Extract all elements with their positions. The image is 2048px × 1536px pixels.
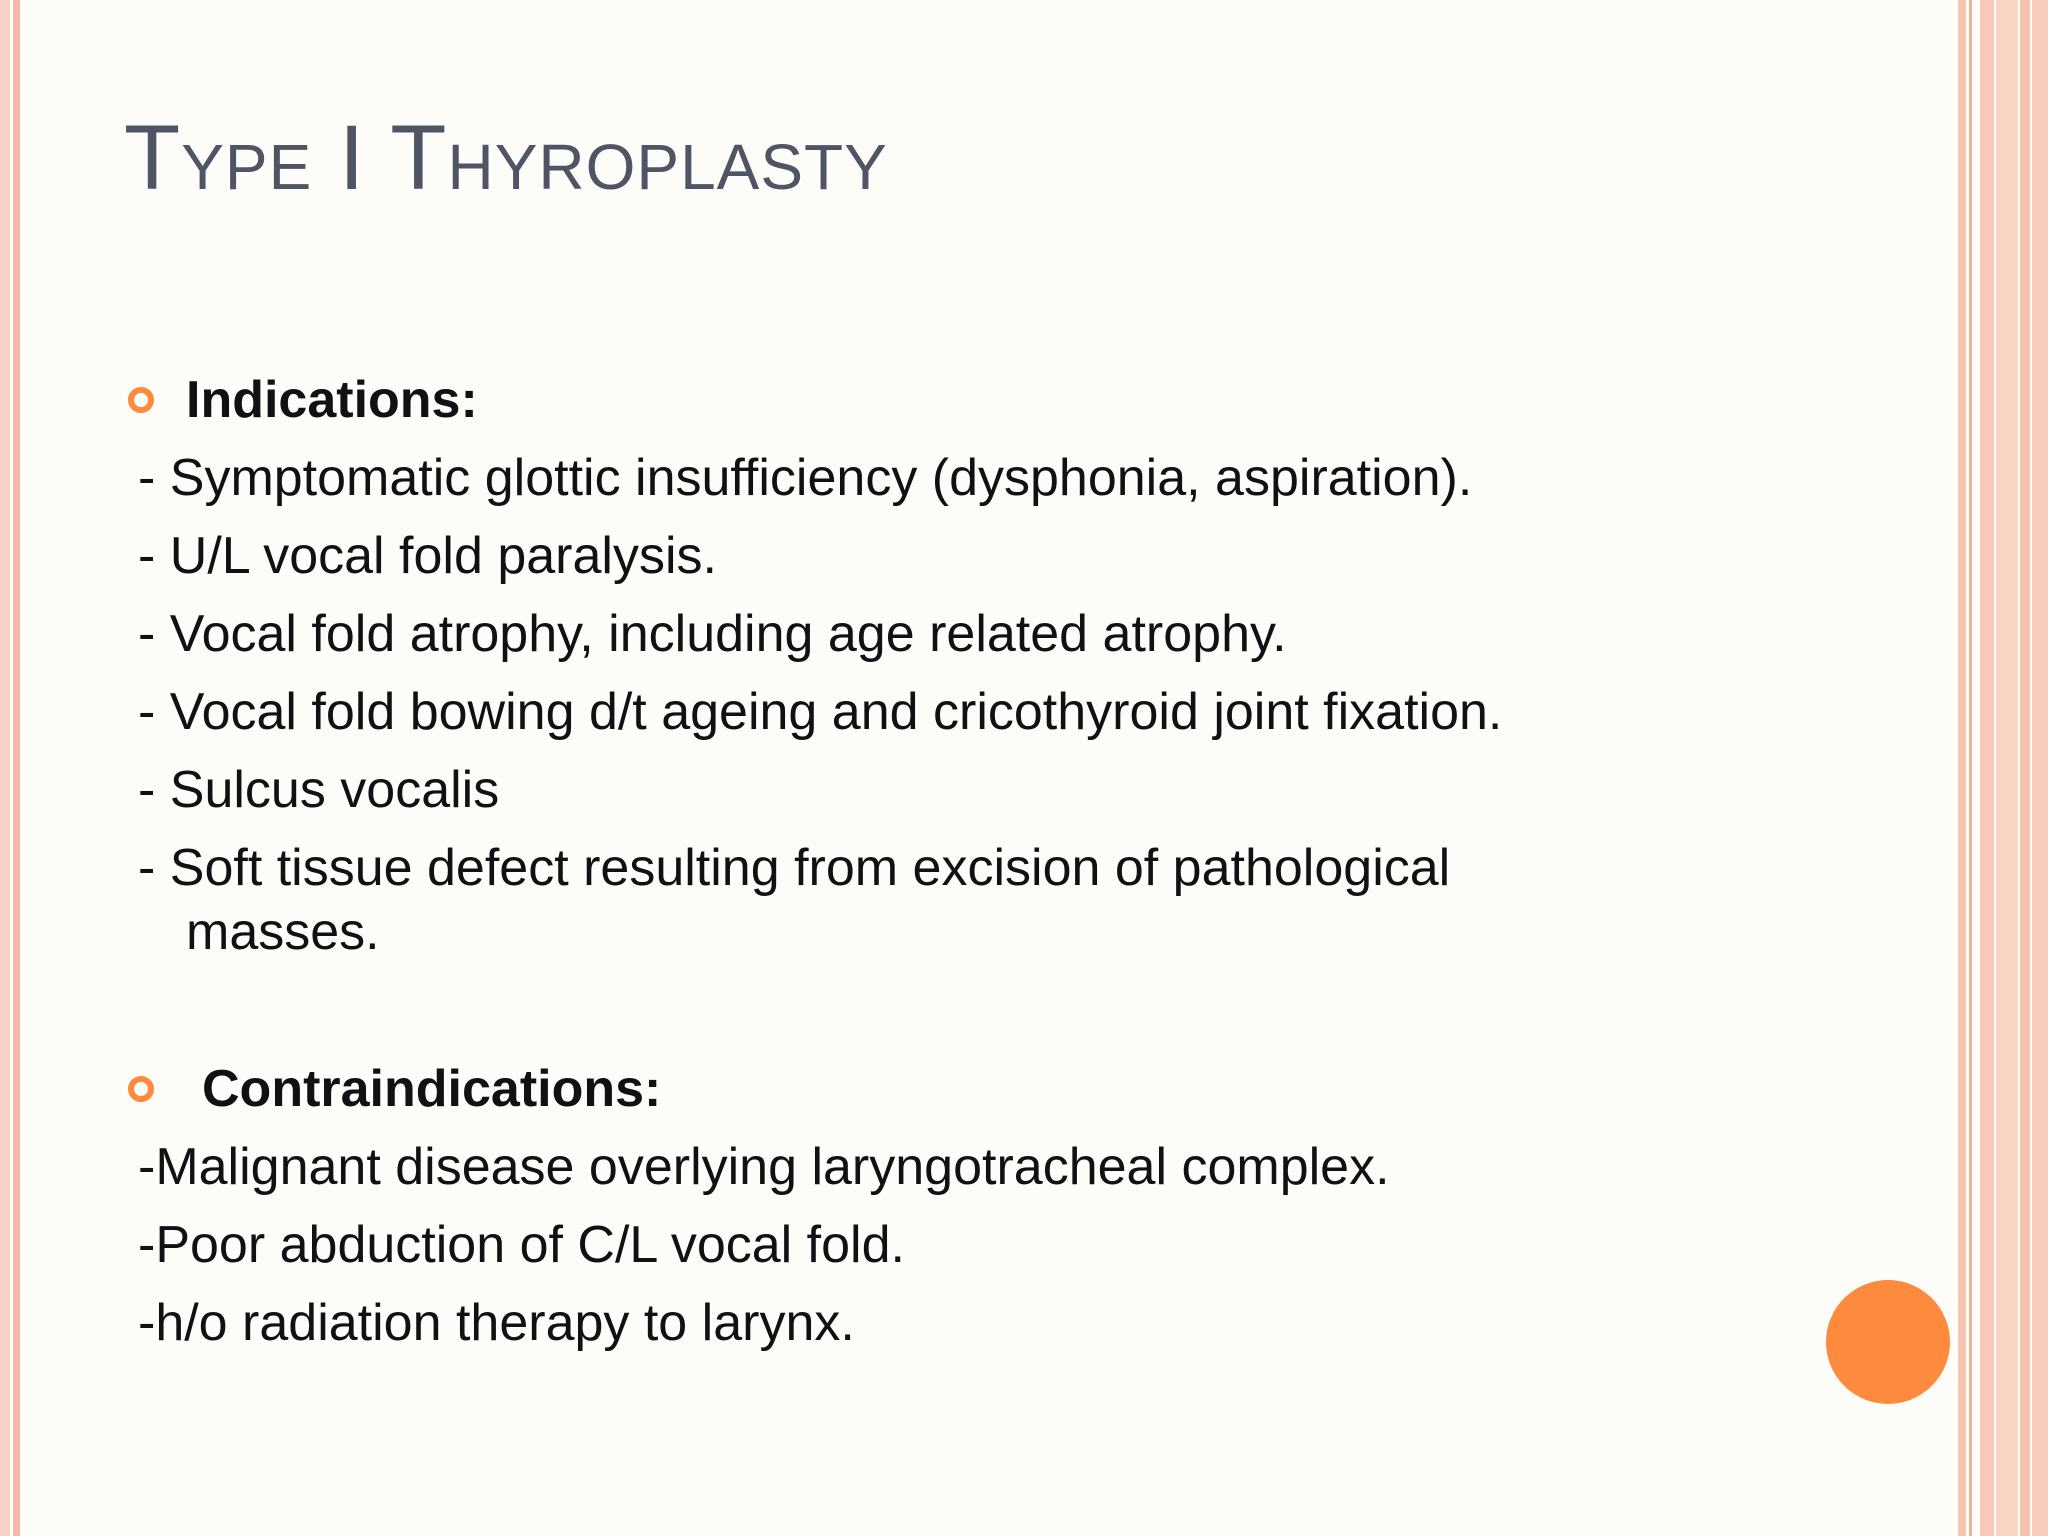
- indication-item: - U/L vocal fold paralysis.: [138, 527, 717, 585]
- contraindications-heading: Contraindications:: [202, 1060, 662, 1118]
- indication-item-continuation: masses.: [186, 903, 380, 961]
- right-border-stripe: [1980, 0, 1994, 1536]
- indication-item: - Symptomatic glottic insufficiency (dysphonia, aspiration).: [138, 449, 1473, 507]
- hollow-circle-bullet-icon: [126, 1074, 156, 1104]
- contraindication-item: -h/o radiation therapy to larynx.: [138, 1294, 855, 1352]
- indication-item: - Sulcus vocalis: [138, 761, 500, 819]
- left-border-stripe: [0, 0, 10, 1536]
- slide-title: Type I Thyroplasty: [124, 107, 888, 209]
- indications-heading: Indications:: [186, 371, 478, 429]
- contraindication-item: -Poor abduction of C/L vocal fold.: [138, 1216, 905, 1274]
- right-border-stripe: [2020, 0, 2030, 1536]
- hollow-circle-bullet-icon: [126, 385, 156, 415]
- right-border-stripe: [2032, 0, 2048, 1536]
- left-border-stripe-inner: [13, 0, 20, 1536]
- contraindication-item: -Malignant disease overlying laryngotracheal complex.: [138, 1138, 1390, 1196]
- right-border-stripe: [1969, 0, 1972, 1536]
- indication-item: - Vocal fold atrophy, including age related atrophy.: [138, 605, 1287, 663]
- right-border-stripe: [1958, 0, 1966, 1536]
- indication-item: - Soft tissue defect resulting from excision of pathological: [138, 839, 1451, 897]
- decorative-orange-circle: [1826, 1280, 1950, 1404]
- right-border-stripe: [1996, 0, 2018, 1536]
- indication-item: - Vocal fold bowing d/t ageing and cricothyroid joint fixation.: [138, 683, 1503, 741]
